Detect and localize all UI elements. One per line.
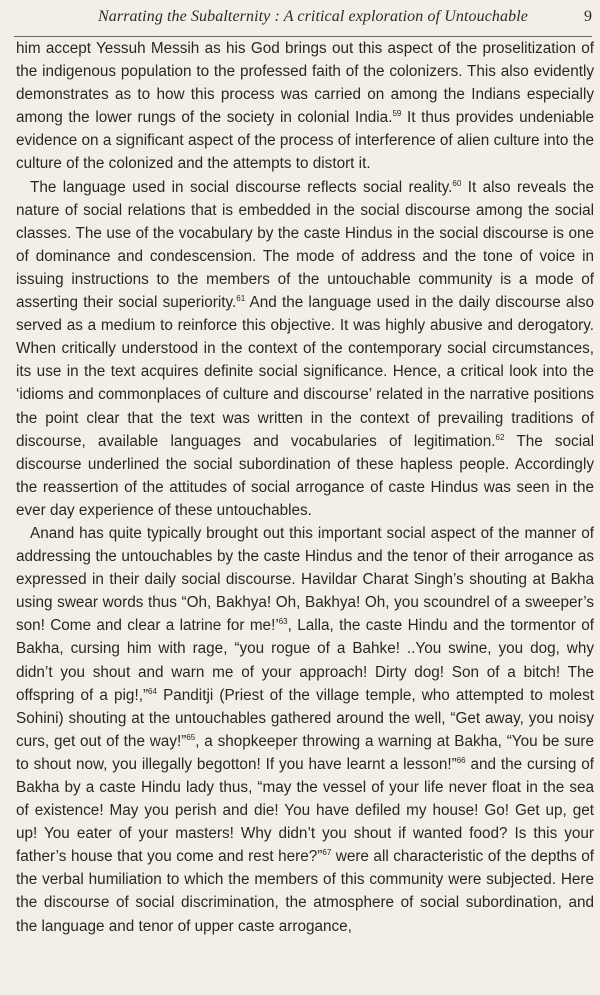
text-run: It thus provides undeniable evidence on a significant aspect of the process of interference of alien culture into the culture of the colonized and the attempts to distort it. — [16, 109, 595, 173]
page-number: 9 — [584, 8, 592, 25]
page-header — [0, 8, 600, 34]
footnote-ref-61: 61 — [236, 294, 246, 304]
text-run: , a shopkeeper throwing a warning at Bakha, “You be sure to shout now, you illegally begotton! If you have learnt a lesson!” — [16, 732, 594, 773]
footnote-ref-65: 65 — [186, 732, 196, 742]
paragraph-2 — [16, 176, 594, 522]
text-run: The social discourse underlined the social subordination of these hapless people. Accordingly the reassertion of the attitudes of social arrogance of caste Hindus was seen in the ever day experience of these untouchables. — [16, 432, 594, 519]
text-run: were all characteristic of the depths of the verbal humiliation to which the members of this community were subjected. Here the discourse of social discrimination, the atmosphere of social subordination, and the language and tenor of upper caste arrogance, — [16, 848, 594, 935]
text-run: and the cursing of Bakha by a caste Hindu lady thus, “may the vessel of your life never float in the sea of existence! May you perish and die! You have defiled my house! Go! Get up, get up! You eater of your masters! Why didn’t you shout if wanted food? Is this your father’s house that you come and rest here?” — [16, 755, 594, 866]
footnote-ref-62: 62 — [495, 432, 505, 442]
footnote-ref-60: 60 — [452, 178, 462, 188]
text-run: Anand has quite typically brought out this important social aspect of the manner of addressing the untouchables by the caste Hindus and the tenor of their arrogance as expressed in their daily social discourse. Havildar Charat Singh’s shouting at Bakha using swear words thus “Oh, Bakhya! Oh, Bakhya! Oh, you scoundrel of a sweeper’s son! Come and clear a latrine for me!’ — [16, 524, 594, 635]
text-run: Panditji (Priest of the village temple, who attempted to molest Sohini) shouting at the untouchables gathered around the well, “Get away, you noisy curs, get out of the way!” — [16, 686, 594, 750]
text-run: And the language used in the daily discourse also served as a medium to reinforce this objective. It was highly abusive and derogatory. When critically understood in the context of the contemporary social circumstances, its use in the text acquires definite social significance. Hence, a critical look into the ‘idioms and commonplaces of culture and discourse’ related in the narrative positions the point clear that the text was written in the context of prevailing traditions of discourse, available languages and vocabularies of legitimation. — [16, 294, 594, 450]
text-run: , Lalla, the caste Hindu and the tormentor of Bakha, cursing him with rage, “you rogue of a Bahke! ..You swine, you dog, why didn’t you shout and warn me of your approach! Dirty dog! Son of a bitch! The offspring of a pig!,” — [16, 617, 594, 704]
footnote-ref-67: 67 — [322, 848, 332, 858]
footnote-ref-66: 66 — [456, 755, 466, 765]
footnote-ref-64: 64 — [148, 686, 157, 696]
text-run: him accept Yessuh Messih as his God brings out this aspect of the proselitization of the indigenous population to the professed faith of the colonizers. This also evidently demonstrates as to how this process was carried on among the Indians especially among the lower rungs of the society in colonial India. — [16, 40, 594, 127]
text-run: It also reveals the nature of social relations that is embedded in the social discourse among the social classes. The use of the vocabulary by the caste Hindus in the social discourse is one of dominance and condescension. The mode of address and the tone of voice in issuing instructions to the members of the untouchable community is a mode of asserting their social superiority. — [16, 178, 595, 312]
footnote-ref-59: 59 — [392, 109, 402, 119]
running-title: Narrating the Subalternity : A critical exploration of Untouchable — [98, 8, 528, 25]
body-text — [16, 37, 594, 938]
paragraph-1 — [16, 37, 594, 176]
paragraph-3 — [16, 522, 594, 938]
footnote-ref-63: 63 — [278, 617, 288, 627]
text-run: The language used in social discourse reflects social reality. — [30, 178, 453, 196]
